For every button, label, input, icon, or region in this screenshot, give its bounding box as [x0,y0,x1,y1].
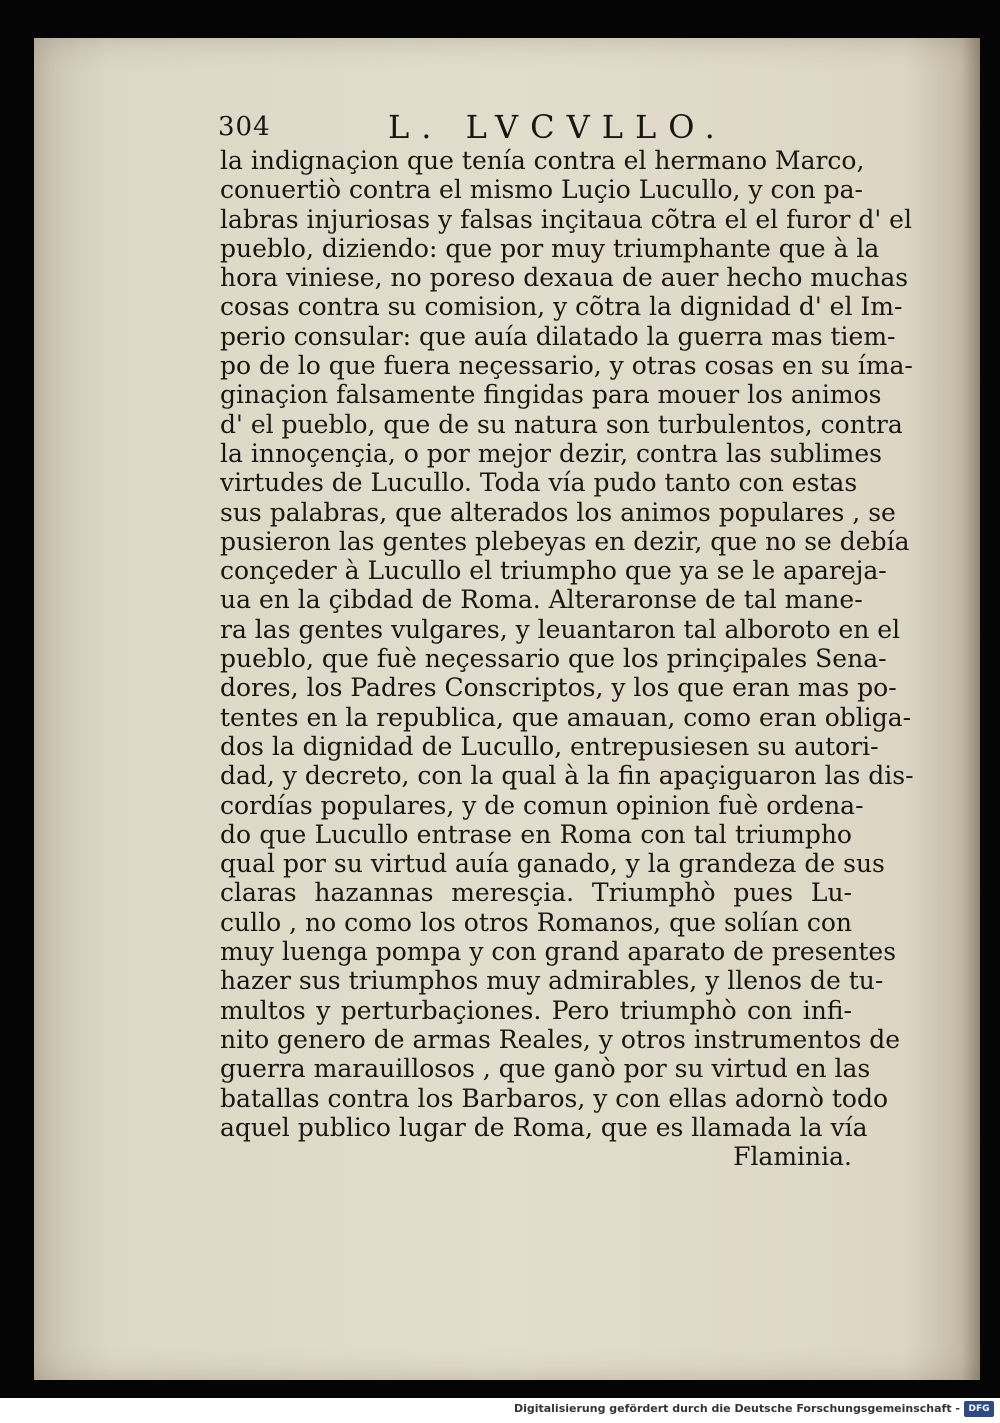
text-line: multos y perturbaçiones. Pero triumphò con infi- [220,995,852,1025]
text-line: dores, los Padres Conscriptos, y los que eran mas po- [220,673,897,703]
text-line: tentes en la republica, que amauan, como eran obliga- [220,702,912,732]
text-line: d' el pueblo, que de su natura son turbulentos, contra [220,409,903,439]
body-text [220,146,914,1172]
text-line: ra las gentes vulgares, y leuantaron tal alboroto en el [220,614,901,644]
text-line: perio consular: que auía dilatado la guerra mas tiem- [220,321,896,351]
text-line: cordías populares, y de comun opinion fuè ordena- [220,790,864,820]
text-line: ginaçion falsamente fingidas para mouer los animos [220,380,882,410]
text-line: claras hazannas meresçia. Triumphò pues Lu- [220,878,852,908]
text-line: pueblo, que fuè neçessario que los prinçipales Sena- [220,644,887,674]
text-line: sus palabras, que alterados los animos populares , se [220,497,896,527]
text-line: nito genero de armas Reales, y otros instrumentos de [220,1024,901,1054]
text-line: aquel publico lugar de Roma, que es llamada la vía [220,1112,868,1142]
page-number: 304 [218,112,271,142]
text-line: cullo , no como los otros Romanos, que solían con [220,907,852,937]
running-head [218,108,738,148]
text-line: muy luenga pompa y con grand aparato de presentes [220,937,897,967]
text-line: la innoçençia, o por mejor dezir, contra las sublimes [220,438,882,468]
header-title: L. LVCVLLO. [388,108,727,146]
dfg-logo[interactable]: DFG [964,1401,994,1417]
text-line: dos la dignidad de Lucullo, entrepusiesen su autori- [220,731,879,761]
text-line: labras injuriosas y falsas inçitaua cõtra el el furor d' el [220,204,912,234]
page-edge-shadow [962,38,980,1380]
text-line: guerra marauillosos , que ganò por su virtud en las [220,1054,871,1084]
text-line: do que Lucullo entrase en Roma con tal triumpho [220,819,852,849]
text-line: la indignaçion que tenía contra el hermano Marco, [220,146,865,175]
text-line: conçeder à Lucullo el triumpho que ya se le apareja- [220,556,887,586]
text-line: hora viniese, no poreso dexaua de auer hecho muchas [220,263,909,293]
text-line: qual por su virtud auía ganado, y la grandeza de sus [220,849,885,879]
text-line: hazer sus triumphos muy admirables, y llenos de tu- [220,966,884,996]
catchword-line: Flaminia. [733,1142,852,1172]
digitization-credit: Digitalisierung gefördert durch die Deutsche Forschungsgemeinschaft - [513,1402,960,1415]
text-line: cosas contra su comision, y cõtra la dignidad d' el Im- [220,292,903,322]
text-line: conuertiò contra el mismo Luçio Lucullo, y con pa- [220,175,863,205]
text-line: ua en la çibdad de Roma. Alteraronse de tal mane- [220,585,863,615]
text-line: pusieron las gentes plebeyas en dezir, que no se debía [220,526,910,556]
text-line: virtudes de Lucullo. Toda vía pudo tanto con estas [220,468,858,498]
text-line: pueblo, diziendo: que por muy triumphante que à la [220,233,880,263]
text-line: batallas contra los Barbaros, y con ellas adornò todo [220,1083,889,1113]
text-line: dad, y decreto, con la qual à la fin apaçiguaron las dis- [220,761,914,791]
text-line: po de lo que fuera neçessario, y otras cosas en su íma- [220,351,913,381]
footer-bar [0,1398,1000,1423]
